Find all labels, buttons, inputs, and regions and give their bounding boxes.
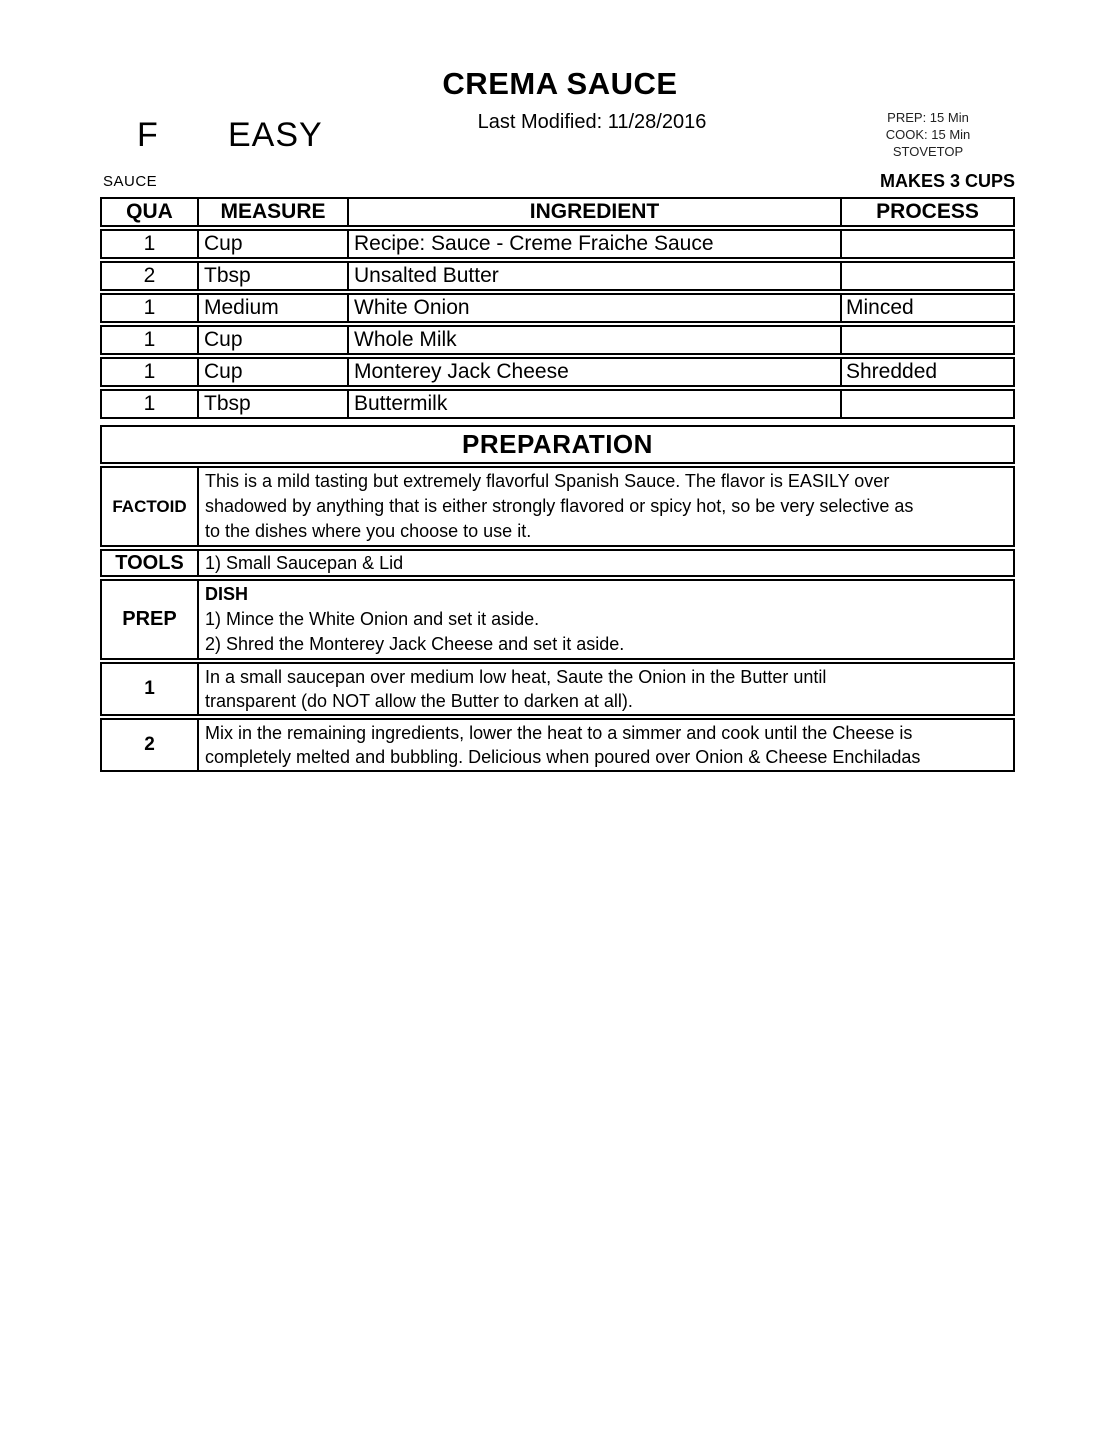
factoid-row: [100, 466, 1015, 547]
step-text: Mix in the remaining ingredients, lower the heat to a simmer and cook until the Cheese is completely melted and bubbling. Delicious when poured over Onion & Cheese Enchiladas: [197, 720, 1013, 770]
quantity-cell: 1: [143, 232, 156, 255]
ingredient-row: [100, 325, 1015, 355]
cook-method: STOVETOP: [892, 144, 964, 159]
ingredient-row: [100, 293, 1015, 323]
time-metadata: [845, 109, 1011, 160]
cook-time: COOK: 15 Min: [885, 127, 971, 142]
factoid-label: FACTOID: [112, 496, 187, 516]
recipe-title: CREMA SAUCE: [442, 66, 678, 101]
factoid-text: This is a mild tasting but extremely flavorful Spanish Sauce. The flavor is EASILY over shadowed by anything that is either strongly flavored or spicy hot, so be very selective as to the dishes where you choose to use it.: [197, 468, 1013, 545]
prep-time: PREP: 15 Min: [887, 110, 969, 125]
tools-text: 1) Small Saucepan & Lid: [197, 551, 1013, 575]
prep-text: DISH 1) Mince the White Onion and set it aside. 2) Shred the Monterey Jack Cheese and set it aside.: [197, 581, 1013, 658]
step-row: [100, 718, 1015, 772]
quantity-cell: 1: [143, 328, 156, 351]
tools-row: [100, 549, 1015, 577]
process-cell: [840, 327, 1013, 353]
preparation-title: PREPARATION: [462, 429, 653, 459]
quantity-cell: 2: [143, 264, 156, 287]
ingredients-table: [100, 197, 1015, 419]
step-number: 1: [144, 678, 155, 699]
ingredients-header-row: [100, 197, 1015, 227]
process-cell: Shredded: [840, 359, 1013, 385]
prep-label: PREP: [122, 608, 177, 630]
measure-cell: Tbsp: [197, 391, 347, 417]
ingredient-cell: White Onion: [347, 295, 840, 321]
ingredient-cell: Unsalted Butter: [347, 263, 840, 289]
prep-dish-heading: DISH: [205, 584, 249, 604]
process-cell: [840, 231, 1013, 257]
measure-cell: Cup: [197, 359, 347, 385]
measure-cell: Medium: [197, 295, 347, 321]
measure-cell: Cup: [197, 327, 347, 353]
process-cell: [840, 263, 1013, 289]
col-header-process: PROCESS: [840, 199, 1013, 225]
category-label: SAUCE: [103, 173, 158, 190]
quantity-cell: 1: [143, 392, 156, 415]
ingredient-row: [100, 357, 1015, 387]
grade-letter: F: [137, 116, 158, 154]
ingredient-row: [100, 261, 1015, 291]
ingredient-row: [100, 229, 1015, 259]
step-text: In a small saucepan over medium low heat, Saute the Onion in the Butter until transparent (do NOT allow the Butter to darken at all).: [197, 664, 1013, 714]
ingredient-cell: Buttermilk: [347, 391, 840, 417]
step-number: 2: [144, 734, 155, 755]
quantity-cell: 1: [143, 360, 156, 383]
quantity-cell: 1: [143, 296, 156, 319]
col-header-ingredient: INGREDIENT: [347, 199, 840, 225]
process-cell: [840, 391, 1013, 417]
tools-label: TOOLS: [115, 551, 184, 574]
ingredient-cell: Recipe: Sauce - Creme Fraiche Sauce: [347, 231, 840, 257]
ingredient-cell: Monterey Jack Cheese: [347, 359, 840, 385]
recipe-tables: [100, 197, 1015, 774]
difficulty-label: EASY: [228, 116, 323, 154]
measure-cell: Tbsp: [197, 263, 347, 289]
yield-label: MAKES 3 CUPS: [879, 171, 1015, 191]
col-header-qua: QUA: [126, 200, 173, 223]
preparation-header-row: [100, 425, 1015, 464]
process-cell: Minced: [840, 295, 1013, 321]
preparation-table: [100, 425, 1015, 772]
col-header-measure: MEASURE: [197, 199, 347, 225]
prep-row: [100, 579, 1015, 660]
step-row: [100, 662, 1015, 716]
ingredient-row: [100, 389, 1015, 419]
ingredient-cell: Whole Milk: [347, 327, 840, 353]
last-modified-date: Last Modified: 11/28/2016: [477, 111, 707, 133]
measure-cell: Cup: [197, 231, 347, 257]
